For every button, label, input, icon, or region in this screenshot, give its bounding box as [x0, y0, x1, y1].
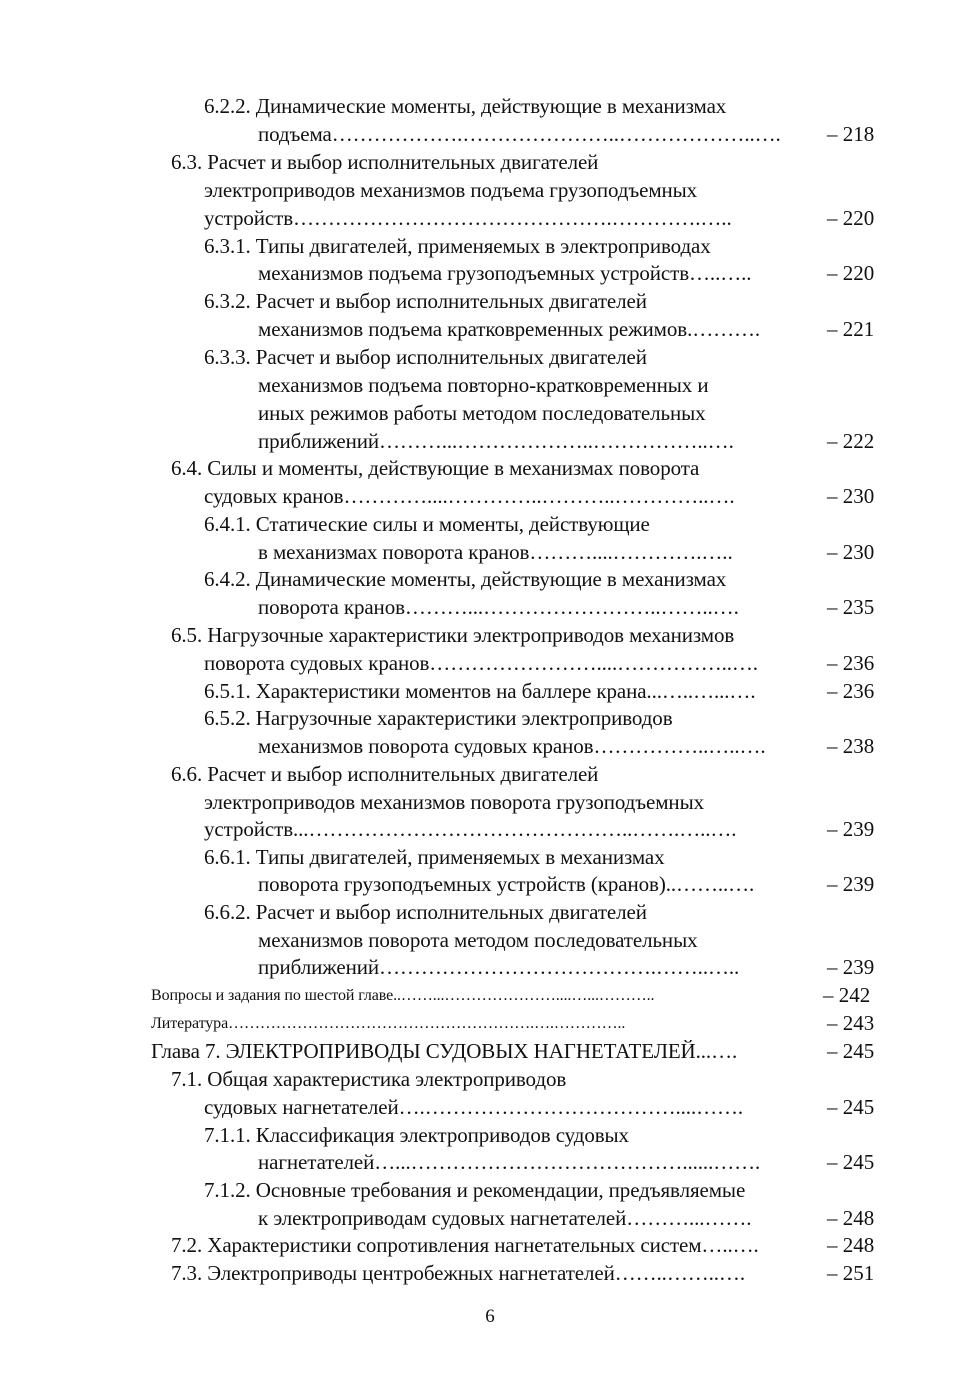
- toc-entry-text: 6.6. Расчет и выбор исполнительных двигателей: [171, 762, 599, 786]
- toc-entry-text: 6.6.2. Расчет и выбор исполнительных двигателей: [204, 900, 647, 924]
- toc-entry-page: – 239: [827, 955, 875, 979]
- toc-entry-text: 6.2.2. Динамические моменты, действующие в механизмах: [204, 94, 727, 118]
- toc-entry-text: 7.1.2. Основные требования и рекомендации, предъявляемые: [204, 1178, 746, 1202]
- page-number: 6: [485, 1306, 495, 1327]
- toc-entry-text: поворота судовых кранов……………………....……………..….: [204, 651, 758, 675]
- toc-entry-page: – 220: [827, 206, 875, 230]
- toc-entry-text: 6.4. Силы и моменты, действующие в механизмах поворота: [171, 456, 700, 480]
- toc-entry-page: – 238: [827, 734, 875, 758]
- toc-entry-text: механизмов подъема кратковременных режимов.……….: [258, 317, 761, 341]
- toc-entry-page: – 220: [827, 261, 875, 285]
- toc-entry-text: 6.4.2. Динамические моменты, действующие в механизмах: [204, 567, 727, 591]
- toc-entry-text: Литература………………………………………………….….…………..: [151, 1015, 626, 1032]
- toc-entry-text: 6.3.3. Расчет и выбор исполнительных двигателей: [204, 345, 647, 369]
- toc-entry-text: устройств...………………………………………..…….…..….: [204, 817, 737, 841]
- toc-entry-text: 6.4.1. Статические силы и моменты, действующие: [204, 512, 650, 536]
- chapter-heading: Глава 7. ЭЛЕКТРОПРИВОДЫ СУДОВЫХ НАГНЕТАТЕЛЕЙ...….: [151, 1039, 738, 1063]
- toc-entry-text: поворота кранов………...……………………..……..….: [258, 595, 739, 619]
- toc-entry-text: приближений………...………………..……………..….: [258, 429, 734, 453]
- toc-entry-text: механизмов поворота методом последовательных: [258, 928, 698, 952]
- toc-entry-text: электроприводов механизмов поворота грузоподъемных: [204, 790, 704, 814]
- toc-entry-text: судовых кранов…………....…………..………..…………..….: [204, 484, 735, 508]
- toc-entry-text: 7.3. Электроприводы центробежных нагнетателей……..……..….: [171, 1261, 745, 1285]
- toc-entry-text: 7.2. Характеристики сопротивления нагнетательных систем…..….: [171, 1233, 759, 1257]
- toc-entry-text: 6.5.2. Нагрузочные характеристики электроприводов: [204, 706, 673, 730]
- toc-entry-page: – 239: [827, 817, 875, 841]
- toc-entry-text: механизмов поворота судовых кранов……………..…..….: [258, 734, 766, 758]
- toc-entry-text: 6.5.1. Характеристики моментов на баллере крана...…..…...….: [204, 679, 756, 703]
- toc-entry-text: 6.3.1. Типы двигателей, применяемых в электроприводах: [204, 234, 711, 258]
- toc-entry-text: в механизмах поворота кранов………....………….…..: [258, 540, 733, 564]
- toc-entry-page: – 245: [827, 1039, 875, 1063]
- toc-entry-page: – 245: [827, 1095, 875, 1119]
- toc-entry-text: 6.6.1. Типы двигателей, применяемых в механизмах: [204, 845, 665, 869]
- toc-entry-page: – 235: [827, 595, 875, 619]
- toc-entry-text: подъема……………….…………………..………………..….: [258, 122, 781, 146]
- toc-entry-page: – 239: [827, 872, 875, 896]
- toc-entry-text: приближений………………………………….……..…..: [258, 955, 740, 979]
- toc-entry-text: нагнетателей…...…………………………………......…….: [258, 1150, 761, 1174]
- toc-entry-page: – 236: [827, 679, 875, 703]
- toc-entry-page: – 242: [823, 983, 871, 1007]
- toc-entry-page: – 251: [827, 1261, 875, 1285]
- toc-entry-text: Вопросы и задания по шестой главе..……...…………………....…...………..: [151, 987, 655, 1004]
- toc-entry-text: механизмов подъема повторно-кратковременных и: [258, 373, 709, 397]
- toc-entry-text: 7.1.1. Классификация электроприводов судовых: [204, 1123, 629, 1147]
- toc-entry-text: устройств……………………………………….………….…..: [204, 206, 732, 230]
- toc-entry-text: электроприводов механизмов подъема грузоподъемных: [204, 178, 698, 202]
- toc-entry-text: поворота грузоподъемных устройств (кранов)..……..….: [258, 872, 755, 896]
- toc-entry-page: – 236: [827, 651, 875, 675]
- toc-entry-page: – 248: [827, 1206, 875, 1230]
- toc-entry-page: – 230: [827, 540, 875, 564]
- toc-entry-text: к электроприводам судовых нагнетателей………...…….: [258, 1206, 752, 1230]
- toc-entry-text: иных режимов работы методом последовательных: [258, 401, 706, 425]
- toc-entry-text: механизмов подъема грузоподъемных устройств…..…..: [258, 261, 752, 285]
- toc-entry-page: – 248: [827, 1233, 875, 1257]
- toc-entry-page: – 222: [827, 429, 875, 453]
- toc-entry-page: – 245: [827, 1150, 875, 1174]
- toc-entry-page: – 218: [827, 122, 875, 146]
- toc-entry-text: судовых нагнетателей….………………………………....…….: [204, 1095, 744, 1119]
- toc-entry-text: 7.1. Общая характеристика электроприводов: [171, 1067, 567, 1091]
- toc-entry-text: 6.5. Нагрузочные характеристики электроприводов механизмов: [171, 623, 735, 647]
- toc-entry-text: 6.3.2. Расчет и выбор исполнительных двигателей: [204, 289, 647, 313]
- toc-entry-page: – 230: [827, 484, 875, 508]
- toc-entry-page: – 243: [827, 1011, 875, 1035]
- toc-entry-page: – 221: [827, 317, 875, 341]
- toc-entry-text: 6.3. Расчет и выбор исполнительных двигателей: [171, 150, 599, 174]
